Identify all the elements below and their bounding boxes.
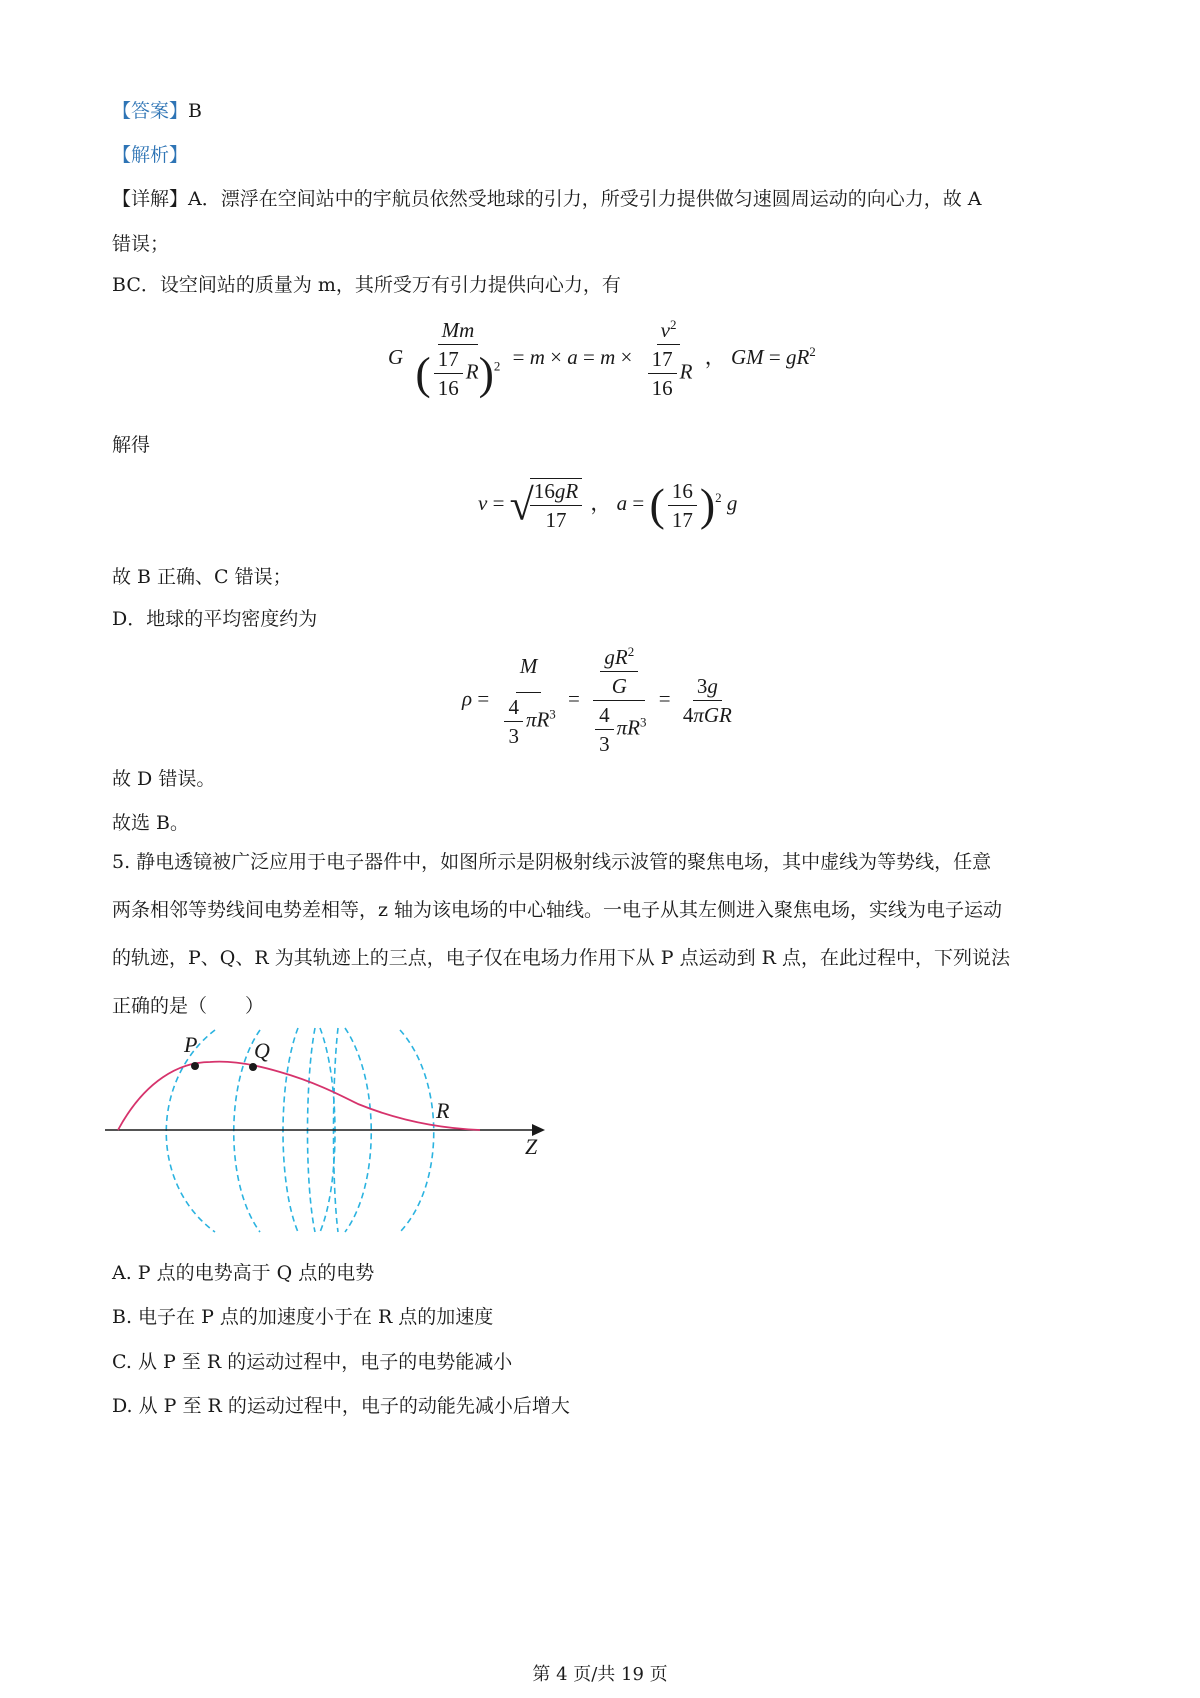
detail-label: 【详解】 <box>112 188 189 210</box>
equipotential-line <box>400 1030 434 1232</box>
electron-trajectory <box>118 1062 480 1130</box>
detail-part-a <box>112 184 982 211</box>
page-footer: 第 4 页/共 19 页 <box>532 1664 668 1685</box>
point-p-label: P <box>184 1032 198 1057</box>
equation-density: ρ = M $\frac{4}{3}$ $\pi R^3$ = $\frac{gR^2}{G}$ $\frac{4}{3}$ $\pi R^3$ = $\frac{3g}{\text{4πGR}}$ <box>462 644 732 757</box>
point-r-label: R <box>436 1098 450 1123</box>
point-p-marker <box>191 1062 199 1070</box>
option-a: A. P 点的电势高于 Q 点的电势 <box>112 1262 375 1284</box>
z-axis-label: Z <box>525 1134 538 1159</box>
equipotential-line <box>166 1030 215 1232</box>
point-q-marker <box>249 1063 257 1071</box>
detail-bc-conclusion: 故 B 正确、C 错误； <box>112 566 292 588</box>
equation-solution: v = √ $\frac{16gR}{17}$ ， a = ( $\frac{16}{17}$ )$^2$ g <box>478 478 738 533</box>
detail-d-conclusion: 故 D 错误。 <box>112 768 216 790</box>
equation-gravity: G Mm ( $\frac{17}{16}$ R)$^2$ = m × a = m × $v^2$ $\frac{17}{16}$ R ， GM = $gR^2$ <box>388 317 816 401</box>
answer-line <box>112 96 202 123</box>
fraction: Mm ( $\frac{17}{16}$ R)$^2$ <box>415 318 501 401</box>
option-b: B. 电子在 P 点的加速度小于在 R 点的加速度 <box>112 1306 494 1328</box>
electrostatic-lens-figure <box>100 1020 560 1240</box>
option-d: D. 从 P 至 R 的运动过程中，电子的动能先减小后增大 <box>112 1395 570 1417</box>
answer-value: B <box>188 100 202 122</box>
point-q-label: Q <box>254 1038 270 1063</box>
question-5-line: 的轨迹，P、Q、R 为其轨迹上的三点，电子仅在电场力作用下从 P 点运动到 R 点，在此过程中，下列说法 <box>112 947 1010 969</box>
fraction: $v^2$ $\frac{17}{16}$ R <box>641 318 697 400</box>
detail-part-a-end: 错误； <box>112 233 170 255</box>
option-c: C. 从 P 至 R 的运动过程中，电子的电势能减小 <box>112 1351 513 1373</box>
detail-final: 故选 B。 <box>112 812 190 834</box>
question-5-line: 正确的是（ ） <box>112 995 265 1017</box>
question-5-line: 两条相邻等势线间电势差相等，z 轴为该电场的中心轴线。一电子从其左侧进入聚焦电场，实线为电子运动 <box>112 899 1003 921</box>
answer-label: 【答案】 <box>112 100 189 122</box>
question-5-line: 5. 静电透镜被广泛应用于电子器件中，如图所示是阴极射线示波管的聚焦电场，其中虚线为等势线，任意 <box>112 851 992 873</box>
question-5-stem <box>112 838 1090 1030</box>
detail-bc-intro: BC．设空间站的质量为 m，其所受万有引力提供向心力，有 <box>112 274 621 296</box>
detail-d-intro: D．地球的平均密度约为 <box>112 608 318 630</box>
analysis-label: 【解析】 <box>112 144 189 166</box>
detail-part-a-text: A．漂浮在空间站中的宇航员依然受地球的引力，所受引力提供做匀速圆周运动的向心力，故 A <box>188 188 982 210</box>
detail-solve: 解得 <box>112 434 151 456</box>
